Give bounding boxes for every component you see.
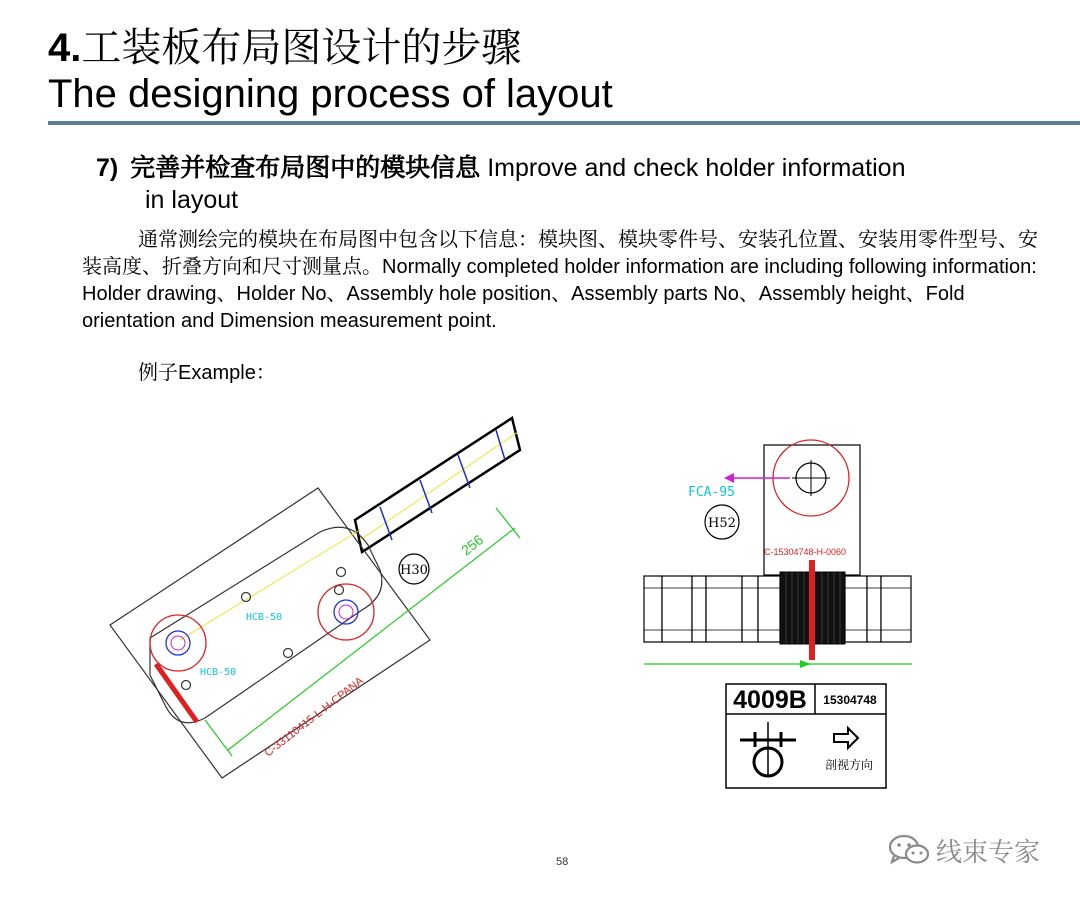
step-heading xyxy=(96,152,1016,216)
step-title-en: Improve and check holder information xyxy=(487,154,906,182)
description-paragraph xyxy=(82,227,1042,335)
wechat-logo-icon xyxy=(888,834,930,866)
step-title-en-line2: in layout xyxy=(145,186,239,214)
connector-code-left: C-33110415-L-H-CPANA xyxy=(262,674,366,760)
right-holder-drawing xyxy=(644,440,912,788)
part-label-hcb-2: HCB-50 xyxy=(200,667,237,678)
height-tag-h30-text: H30 xyxy=(400,563,428,578)
fca-label: FCA-95 xyxy=(688,485,735,500)
left-holder-drawing xyxy=(110,418,520,778)
holder-id: 4009B xyxy=(733,686,807,714)
step-title-cn: 完善并检查布局图中的模块信息 xyxy=(130,154,481,182)
watermark xyxy=(888,830,1040,870)
part-label-hcb-1: HCB-50 xyxy=(246,612,283,623)
connector-code-right: C-15304748-H-0060 xyxy=(764,547,847,557)
example-drawings xyxy=(0,400,1080,800)
description-cn: 通常测绘完的模块在布局图中包含以下信息：模块图、模块零件号、安装孔位置、安装用零件型号、安装高度、折叠方向和尺寸测量点。 xyxy=(82,229,1038,278)
holder-number: 15304748 xyxy=(823,693,877,707)
watermark-text: 线束专家 xyxy=(936,836,1041,867)
page-number: 58 xyxy=(556,856,569,868)
dimension-256: 256 xyxy=(457,531,487,559)
step-number: 7) xyxy=(96,154,119,182)
title-number: 4. xyxy=(48,26,82,70)
title-cn-text: 工装板布局图设计的步骤 xyxy=(81,26,522,70)
height-tag-h52-text: H52 xyxy=(708,516,736,531)
title-divider xyxy=(48,121,1080,125)
page-title-en: The designing process of layout xyxy=(48,72,613,116)
example-label: 例子Example： xyxy=(138,362,276,384)
description-en: Normally completed holder information are including following information: Holder drawing、Holder No、Assembly hole position、Assembly parts No、Assembly height、Fold orientation and Dimension measurement point. xyxy=(82,256,1037,332)
view-direction-text: 剖视方向 xyxy=(824,758,874,772)
page-title-cn xyxy=(48,24,521,72)
